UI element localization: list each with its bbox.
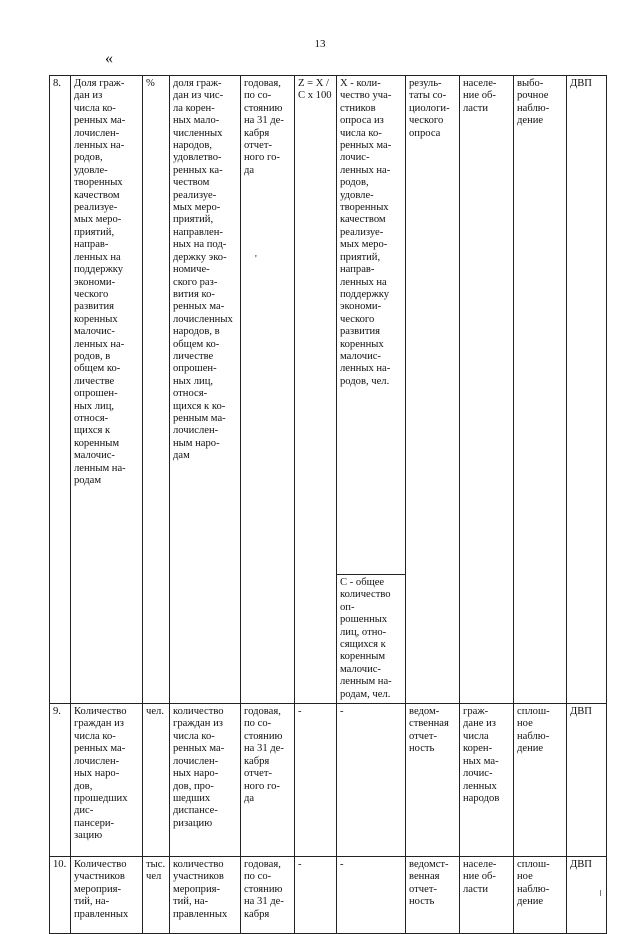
variable: - (337, 704, 406, 857)
population: граж- дане из числа корен- ных ма- лочис- ленных народов (460, 704, 514, 857)
indicator-name: Доля граж- дан из числа ко- ренных ма- лочислен- ленных на- родов, удовле- творенных качеством реализуе- мых меро- приятий, направ- ленных на поддержку экономи- ческого развития коренных малочис- ленных на- родов, в общем ко- личестве опрошен- ных лиц, относя- щихся к коренным малочис- ленным на- родам (71, 76, 143, 704)
definition: количество участников мероприя- тий, на- правленных (170, 857, 241, 934)
responsible: ДВП (567, 704, 607, 857)
row-number: 8. (50, 76, 71, 704)
formula: - (295, 704, 337, 857)
variable-x: X - коли- чество уча- стников опроса из числа ко- ренных ма- лочис- ленных на- родов, удовле- творенных качеством реализуе- мых меро- приятий, направ- ленных на поддержку экономи- ческого развития коренных малочис- ленных на- родов, чел. (337, 76, 406, 575)
data-source: резуль- таты со- циологи- ческого опроса (406, 76, 460, 704)
data-source: ведом- ственная отчет- ность (406, 704, 460, 857)
method: сплош- ное наблю- дение (514, 704, 567, 857)
periodicity: годовая, по со- стоянию на 31 де- кабря (241, 857, 295, 934)
responsible: ДВП (567, 76, 607, 704)
method: выбо- рочное наблю- дение (514, 76, 567, 704)
indicator-name: Количество участников мероприя- тий, на- правленных (71, 857, 143, 934)
unit: % (143, 76, 170, 704)
periodicity: годовая, по со- стоянию на 31 де- кабря отчет- ного го- да (241, 76, 295, 704)
table-row (50, 704, 607, 857)
definition: количество граждан из числа ко- ренных ма- лочислен- ных наро- дов, про- шедших диспансе- ризацию (170, 704, 241, 857)
population: населе- ние об- ласти (460, 76, 514, 704)
indicators-table (49, 75, 607, 934)
table-row (50, 76, 607, 575)
data-source: ведомст- венная отчет- ность (406, 857, 460, 934)
method: сплош- ное наблю- дение (514, 857, 567, 934)
table-row (50, 857, 607, 934)
margin-tick (600, 890, 601, 896)
formula: Z = X / C x 100 (295, 76, 337, 704)
definition: доля граж- дан из чис- ла корен- ных мало- численных народов, удовлетво- ренных ка- чеством реализуе- мых меро- приятий, направлен- ных на под- держку эко- номиче- ского раз- вития ко- ренных ма- лочисленных народов, в общем ко- личестве опрошен- ных лиц, относя- щихся к ко- ренным ма- лочислен- ным наро- дам (170, 76, 241, 704)
variable: - (337, 857, 406, 934)
formula: - (295, 857, 337, 934)
page-number: 13 (314, 38, 326, 50)
indicator-name: Количество граждан из числа ко- ренных ма- лочислен- ных наро- дов, прошедших дис- пансери- зацию (71, 704, 143, 857)
responsible: ДВП (567, 857, 607, 934)
population: населе- ние об- ласти (460, 857, 514, 934)
unit: чел. (143, 704, 170, 857)
row-number: 10. (50, 857, 71, 934)
quote-mark: « (105, 50, 113, 67)
periodicity: годовая, по со- стоянию на 31 де- кабря отчет- ного го- да (241, 704, 295, 857)
row-number: 9. (50, 704, 71, 857)
unit: тыс. чел (143, 857, 170, 934)
stray-mark: ' (255, 254, 257, 265)
variable-c: С - общее количество оп- рошенных лиц, отно- сящихся к коренным малочис- ленным на- родам, чел. (337, 575, 406, 704)
